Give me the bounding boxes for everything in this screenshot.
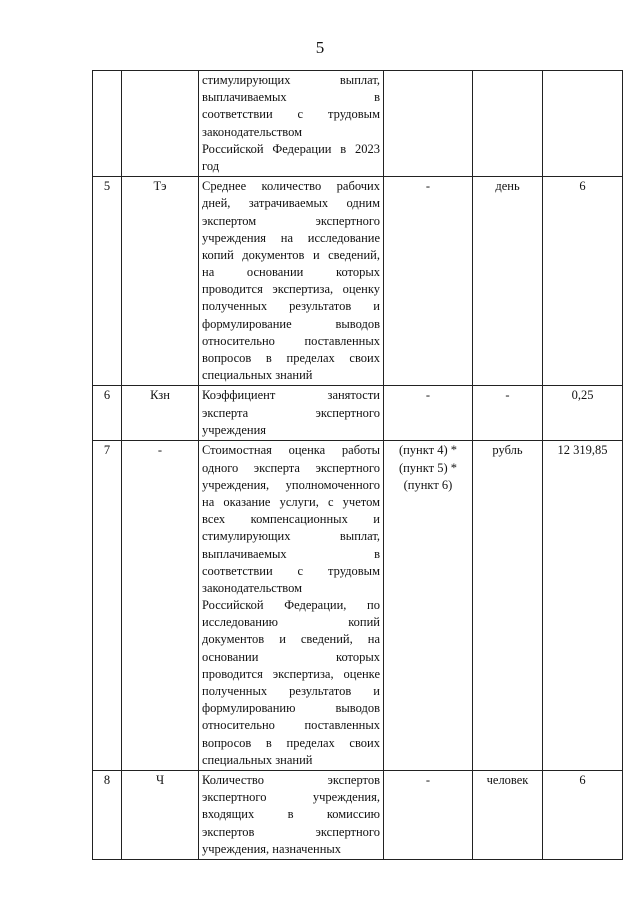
description-line: год	[202, 158, 220, 173]
description-cell	[199, 386, 384, 441]
source-cell	[384, 177, 473, 386]
description-line: дней, затрачиваемых одним	[202, 196, 380, 211]
source-cell	[384, 770, 473, 859]
description-line: выплачиваемых в	[202, 90, 380, 105]
description-line: копий документов и сведений,	[202, 247, 380, 262]
description-cell	[199, 177, 384, 386]
description-line: экспертом экспертного	[202, 213, 380, 228]
source-line: -	[425, 179, 431, 194]
description-line: учреждения на исследование	[202, 230, 380, 245]
source-cell	[384, 441, 473, 771]
description-line: учреждения	[202, 422, 267, 437]
unit-cell: день	[473, 177, 543, 386]
source-line: (пункт 6)	[403, 477, 453, 492]
unit-cell	[473, 71, 543, 177]
symbol-cell: Кзн	[122, 386, 199, 441]
description-line: Среднее количество рабочих	[202, 179, 380, 194]
description-line: Российской Федерации в 2023	[202, 141, 380, 156]
description-line: одного эксперта экспертного	[202, 460, 380, 475]
description-line: Количество экспертов	[202, 772, 380, 787]
description-line: вопросов в пределах своих	[202, 735, 380, 750]
value-cell: 6	[543, 177, 623, 386]
description-line: законодательством	[202, 124, 303, 139]
description-line: соответствии с трудовым	[202, 107, 380, 122]
source-line: (пункт 4) *	[398, 443, 458, 458]
row-number-cell	[93, 71, 122, 177]
description-line: специальных знаний	[202, 752, 313, 767]
description-line: исследованию копий	[202, 615, 380, 630]
description-line: на оказание услуги, с учетом	[202, 494, 380, 509]
description-line: Коэффициент занятости	[202, 388, 380, 403]
description-line: стимулирующих выплат,	[202, 73, 380, 87]
description-line: выплачиваемых в	[202, 546, 380, 561]
value-cell: 0,25	[543, 386, 623, 441]
table-row	[93, 441, 623, 771]
description-line: проводится экспертиза, оценку	[202, 282, 380, 297]
description-cell	[199, 441, 384, 771]
description-cell	[199, 770, 384, 859]
value-cell	[543, 71, 623, 177]
description-line: полученных результатов и	[202, 299, 380, 314]
value-cell: 6	[543, 770, 623, 859]
source-cell	[384, 71, 473, 177]
source-line: -	[425, 772, 431, 787]
description-line: на основании которых	[202, 265, 380, 280]
description-line: Стоимостная оценка работы	[202, 443, 380, 458]
description-line: специальных знаний	[202, 368, 313, 383]
description-line: Российской Федерации, по	[202, 598, 380, 613]
description-line: учреждения, уполномоченного	[202, 477, 380, 492]
symbol-cell: Тэ	[122, 177, 199, 386]
description-line: формулированию выводов	[202, 701, 380, 716]
table-row	[93, 71, 623, 177]
description-line: документов и сведений, на	[202, 632, 380, 647]
description-line: законодательством	[202, 580, 303, 595]
description-line: входящих в комиссию	[202, 807, 380, 822]
description-line: проводится экспертиза, оценке	[202, 666, 380, 681]
description-line: относительно поставленных	[202, 718, 380, 733]
source-line: (пункт 5) *	[398, 460, 458, 475]
page-number: 5	[315, 38, 325, 57]
description-line: вопросов в пределах своих	[202, 351, 380, 365]
value-cell: 12 319,85	[543, 441, 623, 771]
description-line: формулирование выводов	[202, 316, 380, 331]
row-number-cell: 5	[93, 177, 122, 386]
description-cell	[199, 71, 384, 177]
unit-cell: человек	[473, 770, 543, 859]
table-row	[93, 177, 623, 386]
symbol-cell	[122, 71, 199, 177]
table-row	[93, 386, 623, 441]
table-row	[93, 770, 623, 859]
description-line: стимулирующих выплат,	[202, 529, 380, 544]
description-line: соответствии с трудовым	[202, 563, 380, 578]
description-line: эксперта экспертного	[202, 405, 380, 420]
parameters-table	[92, 70, 623, 860]
description-line: экспертного учреждения,	[202, 790, 380, 805]
description-line: относительно поставленных	[202, 333, 380, 348]
source-line: -	[425, 388, 431, 403]
symbol-cell: -	[122, 441, 199, 771]
symbol-cell: Ч	[122, 770, 199, 859]
row-number-cell: 8	[93, 770, 122, 859]
description-line: основании которых	[202, 649, 380, 664]
description-line: экспертов экспертного	[202, 824, 380, 839]
row-number-cell: 6	[93, 386, 122, 441]
unit-cell: рубль	[473, 441, 543, 771]
row-number-cell: 7	[93, 441, 122, 771]
unit-cell: -	[473, 386, 543, 441]
description-line: всех компенсационных и	[202, 512, 380, 527]
description-line: учреждения, назначенных	[202, 841, 342, 856]
description-line: полученных результатов и	[202, 684, 380, 698]
source-cell	[384, 386, 473, 441]
